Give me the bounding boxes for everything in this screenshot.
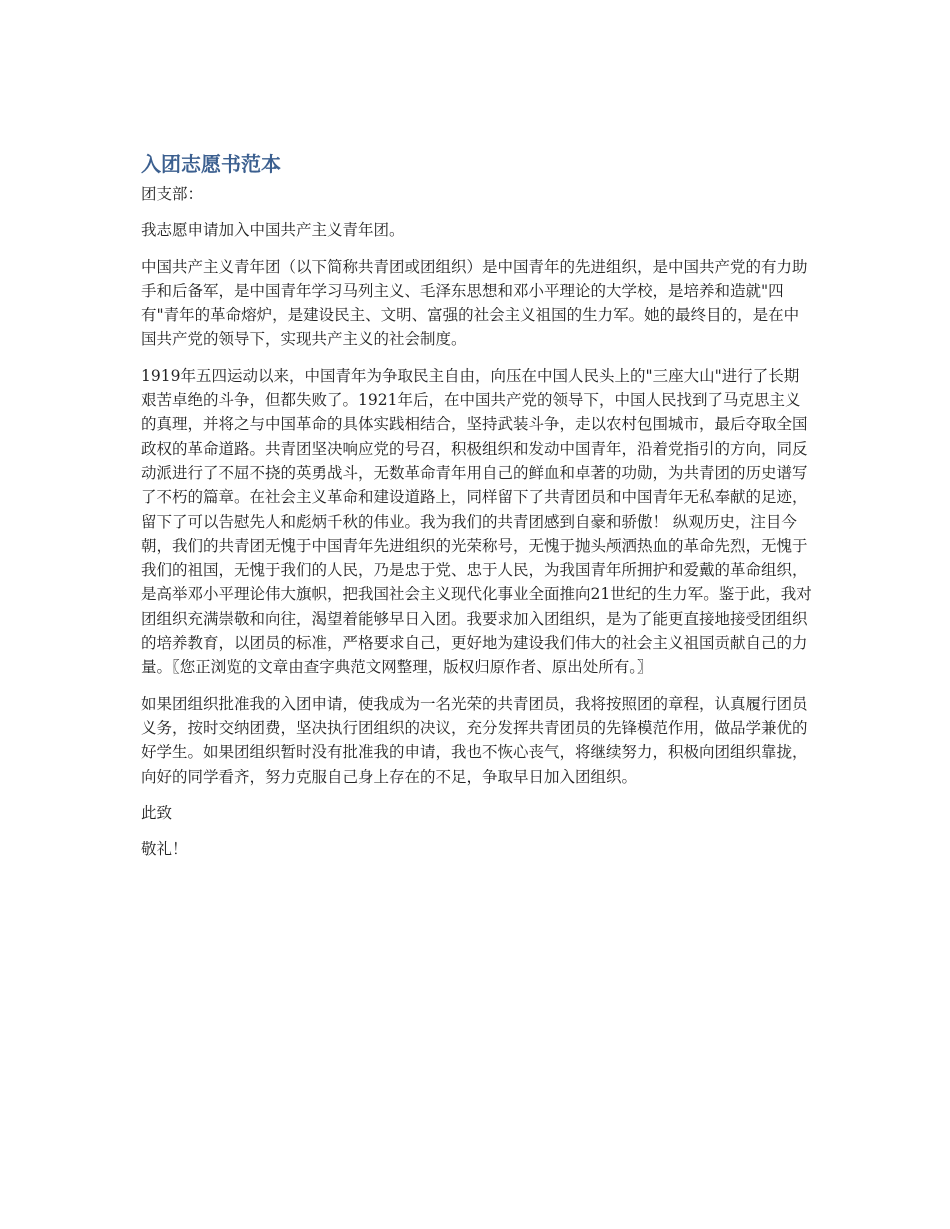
closing-cizhi: 此致 — [141, 803, 173, 822]
paragraph-commitment: 如果团组织批准我的入团申请，使我成为一名光荣的共青团员，我将按照团的章程，认真履行团员义务，按时交纳团费，坚决执行团组织的决议，充分发挥共青团员的先锋模范作用，做品学兼优的好学生。如果团组织暂时没有批准我的申请，我也不恢心丧气，将继续努力，积极向团组织靠拢，向好的同学看齐，努力克服自己身上存在的不足，争取早日加入团组织。 — [141, 694, 808, 786]
document-page — [141, 150, 813, 873]
salutation-line: 团支部： — [141, 185, 204, 203]
document-title: 入团志愿书范本 — [141, 152, 281, 176]
paragraph-history: 1919年五四运动以来，中国青年为争取民主自由，向压在中国人民头上的"三座大山"进行了长期艰苦卓绝的斗争，但都失败了。1921年后，在中国共产党的领导下，中国人民找到了马克思主义的真理，并将之与中国革命的具体实践相结合，坚持武装斗争，走以农村包围城市，最后夺取全国政权的革命道路。共青团坚决响应党的号召，积极组织和发动中国青年，沿着党指引的方向，同反动派进行了不屈不挠的英勇战斗，无数革命青年用自己的鲜血和卓著的功勋，为共青团的历史谱写了不朽的篇章。在社会主义革命和建设道路上，同样留下了共青团员和中国青年无私奉献的足迹，留下了可以告慰先人和彪炳千秋的伟业。我为我们的共青团感到自豪和骄傲！ 纵观历史，注目今朝，我们的共青团无愧于中国青年先进组织的光荣称号，无愧于抛头颅洒热血的革命先烈，无愧于我们的祖国，无愧于我们的人民，乃是忠于党、忠于人民，为我国青年所拥护和爱戴的革命组织，是高举邓小平理论伟大旗帜，把我国社会主义现代化事业全面推向21世纪的生力军。鉴于此，我对团组织充满崇敬和向往，渴望着能够早日入团。我要求加入团组织，是为了能更直接地接受团组织的培养教育，以团员的标准，严格要求自己，更好地为建设我们伟大的社会主义祖国贡献自己的力量。〖您正浏览的文章由查字典范文网整理，版权归原作者、原出处所有。〗 — [141, 366, 812, 677]
paragraph-about-league: 中国共产主义青年团（以下简称共青团或团组织）是中国青年的先进组织，是中国共产党的有力助手和后备军，是中国青年学习马列主义、毛泽东思想和邓小平理论的大学校，是培养和造就"四有"青年的革命熔炉，是建设民主、文明、富强的社会主义祖国的生力军。她的最终目的，是在中国共产党的领导下，实现共产主义的社会制度。 — [141, 257, 808, 349]
paragraph-intent: 我志愿申请加入中国共产主义青年团。 — [141, 221, 405, 240]
closing-jingli: 敬礼！ — [141, 840, 188, 859]
